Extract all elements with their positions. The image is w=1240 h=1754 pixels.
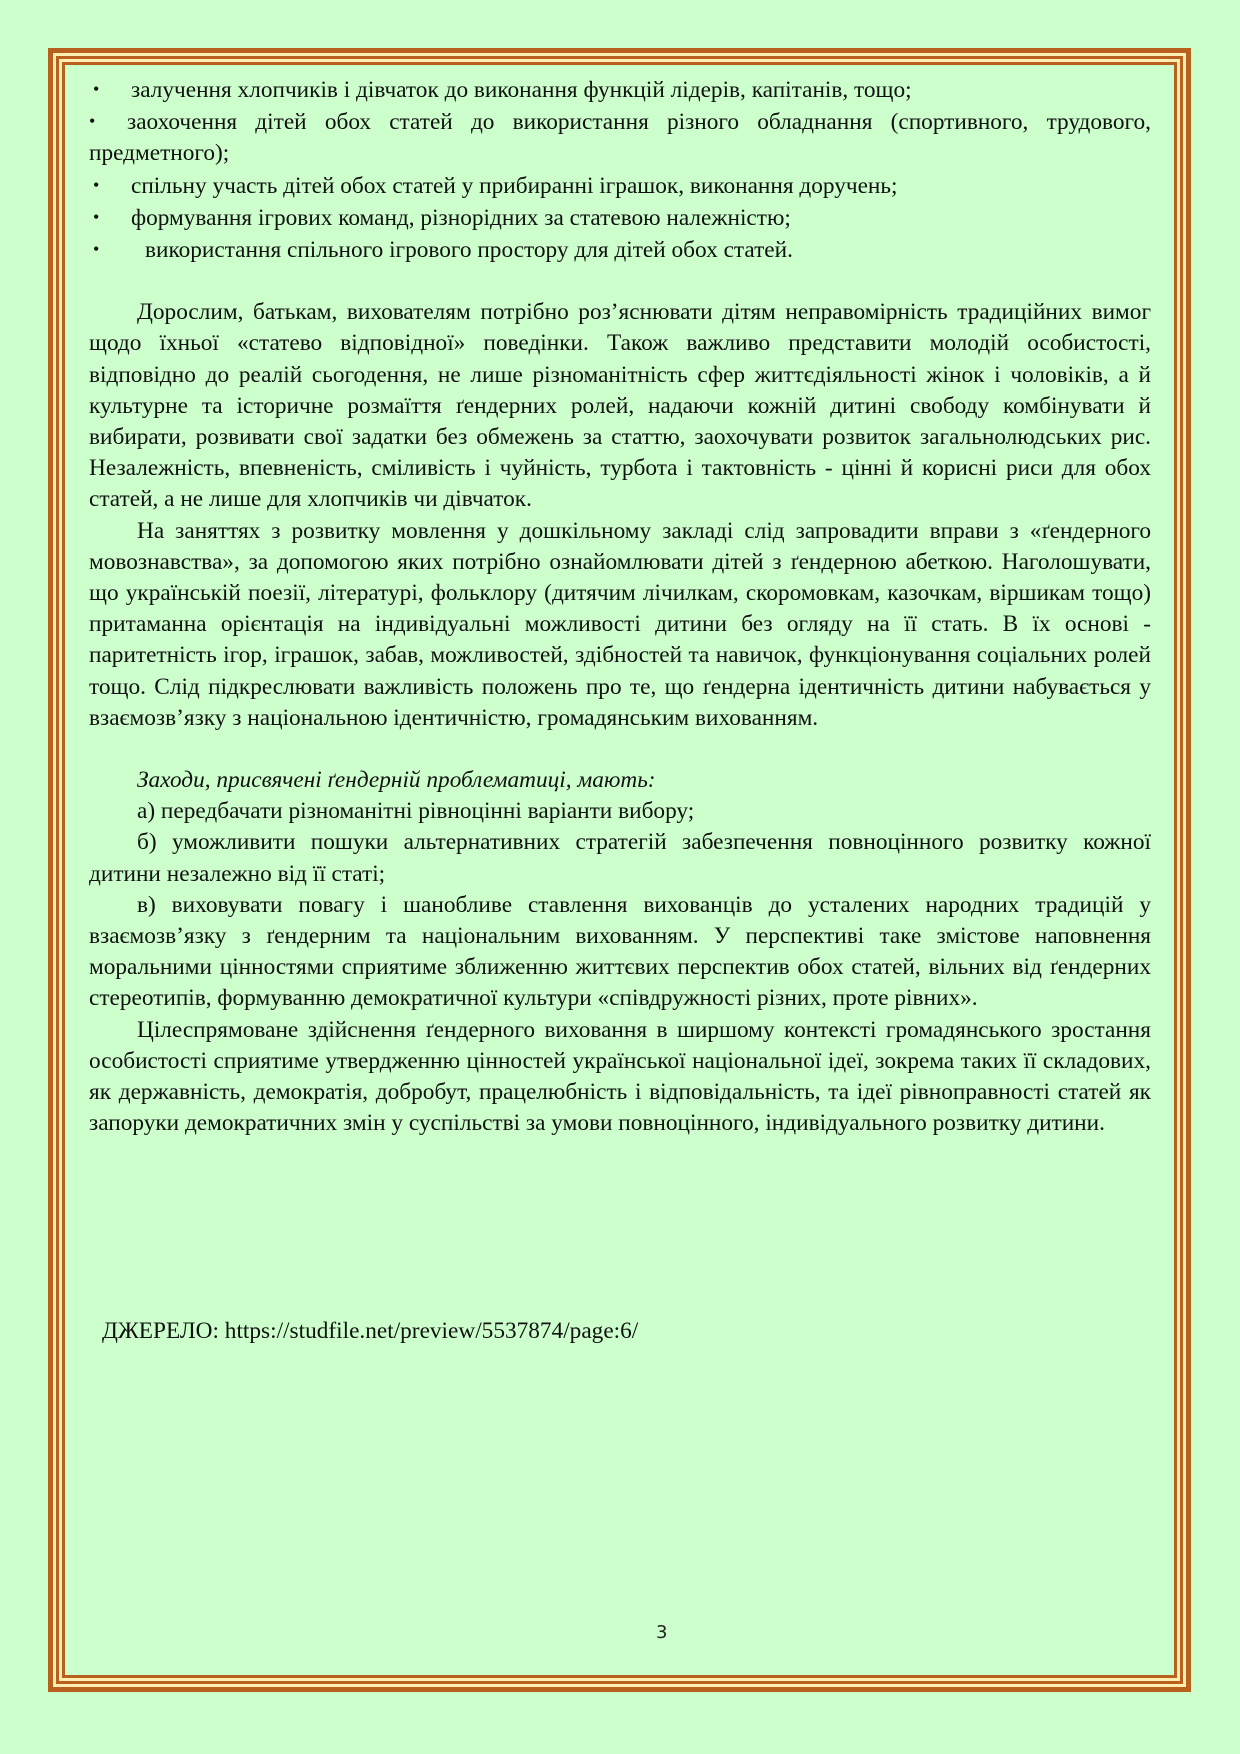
paragraph-adults: Дорослим, батькам, вихователям потрібно роз’яснювати дітям неправомірність традиційних вимог щодо їхньої «статево відповідної» поведінки. Також важливо представити молодій особистості, відповідно до реалій сьогодення, не лише різноманітність сфер життєдіяльності жінок і чоловіків, а й культурне та історичне розмаїття ґендерних ролей, надаючи кожній дитині свободу комбінувати й вибирати, розвивати свої задатки без обмежень за статтю, заохочувати розвиток загальнолюдських рис. Незалежність, впевненість, сміливість і чуйність, турбота і тактовність - цінні й корисні риси для обох статей, а не лише для хлопчиків чи дівчаток. [89, 299, 1151, 513]
list-item: • формування ігрових команд, різнорідних за статевою належністю; [89, 202, 1151, 234]
bullet-icon: • [93, 239, 100, 260]
list-item: • використання спільного ігрового простору для дітей обох статей. [89, 234, 1151, 266]
page-number: 3 [656, 1622, 668, 1643]
bullet-icon: • [93, 174, 100, 195]
paragraph-speech-lessons: На заняттях з розвитку мовлення у дошкільному закладі слід запровадити вправи з «ґендерного мовознавства», за допомогою яких потрібно ознайомлювати дітей з ґендерною абеткою. Наголошувати, що українській поезії, літературі, фольклору (дитячим лічилкам, скоромовкам, казочкам, віршикам тощо) притаманна орієнтація на індивідуальні можливості дитини без огляду на її стать. В їх основі - паритетність ігор, іграшок, забав, можливостей, здібностей та навичок, функціонування соціальних ролей тощо. Слід підкреслювати важливість положень про те, що ґендерна ідентичність дитини набувається у взаємозв’язку з національною ідентичністю, громадянським вихованням. [89, 517, 1151, 731]
document-body [89, 74, 1151, 1140]
measure-b: б) уможливити пошуки альтернативних стратегій забезпечення повноцінного розвитку кожної дитини незалежно від її статі; [89, 829, 1151, 887]
bullet-icon: • [93, 79, 100, 99]
measure-c: в) виховувати повагу і шанобливе ставлення вихованців до усталених народних традицій у взаємозв’язку з ґендерним та національним вихованням. У перспективі таке змістове наповнення моральними цінностями сприятиме зближенню життєвих перспектив обох статей, вільних від ґендерних стереотипів, формуванню демократичної культури «співдружності різних, проте рівних». [89, 891, 1151, 1012]
spacer [89, 266, 1151, 297]
bullet-icon: • [89, 111, 96, 132]
bullet-icon: • [93, 206, 100, 227]
list-item: • спільну участь дітей обох статей у прибиранні іграшок, виконання доручень; [89, 170, 1151, 202]
list-item: • залучення хлопчиків і дівчаток до виконання функцій лідерів, капітанів, тощо; [89, 74, 1151, 106]
measures-heading: Заходи, присвячені ґендерній проблематиці, мають: [137, 767, 656, 794]
source-link[interactable]: ДЖЕРЕЛО: https://studfile.net/preview/5537874/page:6/ [102, 1318, 639, 1344]
paragraph-conclusion: Цілеспрямоване здійснення ґендерного виховання в ширшому контексті громадянського зростання особистості сприятиме утвердженню цінностей української національної ідеї, зокрема таких її складових, як державність, демократія, добробут, працелюбність і відповідальність, та ідеї рівноправності статей як запоруки демократичних змін у суспільстві за умови повноцінного, індивідуального розвитку дитини. [89, 1016, 1151, 1137]
bullet-list [89, 74, 1151, 266]
measure-a: а) передбачати різноманітні рівноцінні варіанти вибору; [137, 798, 695, 825]
list-item: • заохочення дітей обох статей до використання різного обладнання (спортивного, трудового, предметного); [89, 106, 1151, 169]
spacer [89, 734, 1151, 765]
